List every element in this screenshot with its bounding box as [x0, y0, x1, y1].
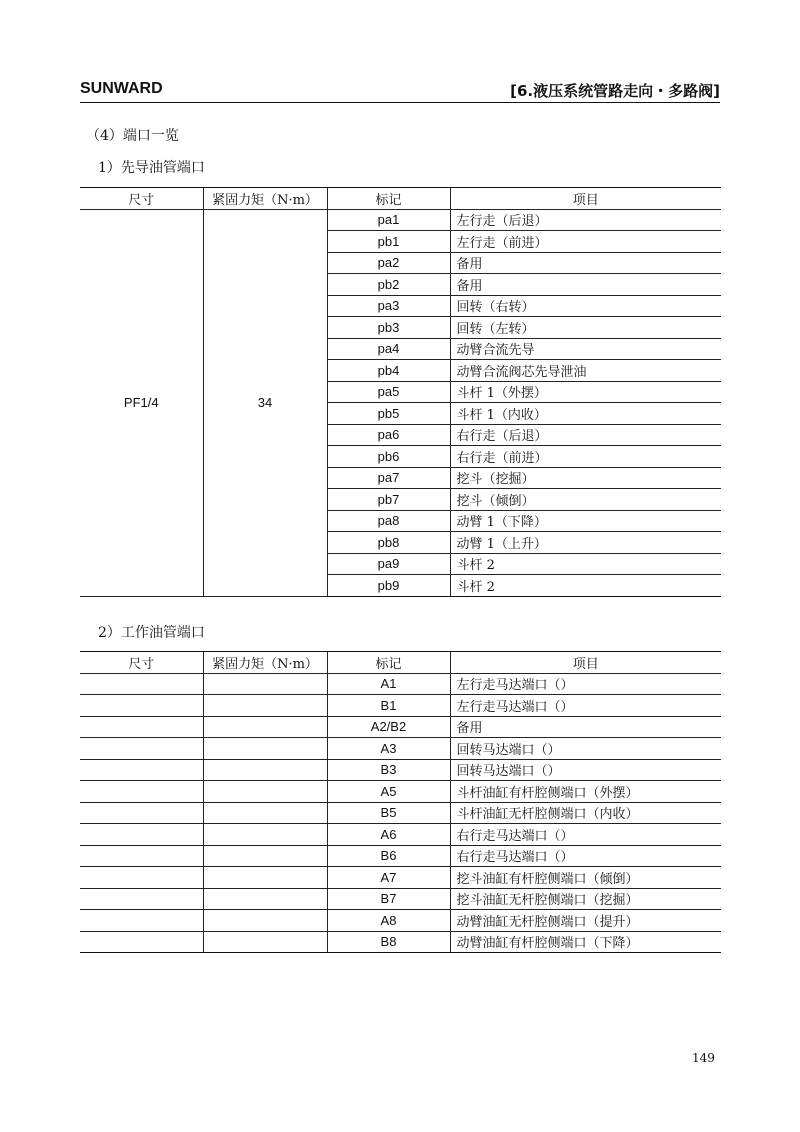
- torque-cell: [203, 716, 327, 738]
- column-header: 尺寸: [80, 188, 203, 210]
- table-row: [80, 867, 721, 889]
- port-mark-cell: pa8: [327, 510, 450, 532]
- port-mark-cell: pa7: [327, 467, 450, 489]
- port-item-cell: 动臂油缸无杆腔侧端口（提升）: [450, 910, 721, 932]
- port-item-cell: 左行走马达端口（）: [450, 695, 721, 717]
- table-row: [80, 888, 721, 910]
- port-item-cell: 斗杆 1（外摆）: [450, 381, 721, 403]
- port-item-cell: 左行走马达端口（）: [450, 673, 721, 695]
- port-item-cell: 回转马达端口（）: [450, 759, 721, 781]
- table-row: [80, 695, 721, 717]
- table-row: [80, 716, 721, 738]
- port-mark-cell: B5: [327, 802, 450, 824]
- port-item-cell: 右行走马达端口（）: [450, 824, 721, 846]
- port-item-cell: 备用: [450, 716, 721, 738]
- port-item-cell: 挖斗（倾倒）: [450, 489, 721, 511]
- port-mark-cell: pb5: [327, 403, 450, 425]
- port-size-cell: [80, 695, 203, 717]
- table-header-row: [80, 188, 721, 210]
- port-mark-cell: pa5: [327, 381, 450, 403]
- torque-cell: [203, 673, 327, 695]
- port-item-cell: 挖斗油缸有杆腔侧端口（倾倒）: [450, 867, 721, 889]
- table-row: [80, 910, 721, 932]
- port-size-cell: [80, 738, 203, 760]
- chapter-title: [6.液压系统管路走向・多路阀]: [510, 82, 720, 100]
- port-item-cell: 回转马达端口（）: [450, 738, 721, 760]
- column-header: 尺寸: [80, 652, 203, 674]
- port-item-cell: 右行走（后退）: [450, 424, 721, 446]
- port-item-cell: 动臂 1（下降）: [450, 510, 721, 532]
- port-item-cell: 备用: [450, 252, 721, 274]
- port-item-cell: 斗杆油缸有杆腔侧端口（外摆）: [450, 781, 721, 803]
- port-item-cell: 动臂油缸有杆腔侧端口（下降）: [450, 931, 721, 953]
- port-mark-cell: pa9: [327, 553, 450, 575]
- table-row: [80, 931, 721, 953]
- column-header: 项目: [450, 188, 721, 210]
- column-header: 紧固力矩（N·m）: [203, 652, 327, 674]
- port-item-cell: 备用: [450, 274, 721, 296]
- port-size-cell: [80, 845, 203, 867]
- port-item-cell: 动臂合流阀芯先导泄油: [450, 360, 721, 382]
- port-mark-cell: A5: [327, 781, 450, 803]
- torque-cell: [203, 759, 327, 781]
- port-size-cell: [80, 802, 203, 824]
- column-header: 标记: [327, 652, 450, 674]
- port-item-cell: 斗杆 1（内收）: [450, 403, 721, 425]
- table-row: [80, 759, 721, 781]
- port-mark-cell: pb8: [327, 532, 450, 554]
- torque-cell: [203, 910, 327, 932]
- port-mark-cell: pb1: [327, 231, 450, 253]
- port-mark-cell: A2/B2: [327, 716, 450, 738]
- torque-cell: [203, 695, 327, 717]
- port-item-cell: 斗杆油缸无杆腔侧端口（内收）: [450, 802, 721, 824]
- port-item-cell: 斗杆 2: [450, 575, 721, 597]
- port-mark-cell: pb7: [327, 489, 450, 511]
- table-row: [80, 802, 721, 824]
- section-title: （4）端口一览: [86, 128, 179, 144]
- torque-cell: [203, 867, 327, 889]
- port-item-cell: 斗杆 2: [450, 553, 721, 575]
- port-mark-cell: pb9: [327, 575, 450, 597]
- port-mark-cell: pb6: [327, 446, 450, 468]
- port-mark-cell: pb2: [327, 274, 450, 296]
- port-size-cell: [80, 931, 203, 953]
- table-row: [80, 209, 721, 231]
- port-mark-cell: A7: [327, 867, 450, 889]
- port-item-cell: 回转（左转）: [450, 317, 721, 339]
- torque-cell: [203, 931, 327, 953]
- table-header-row: [80, 652, 721, 674]
- port-mark-cell: B3: [327, 759, 450, 781]
- port-item-cell: 左行走（后退）: [450, 209, 721, 231]
- page-number: 149: [692, 1051, 715, 1065]
- pilot-port-table: [80, 187, 721, 597]
- port-size-cell: [80, 824, 203, 846]
- working-table-title: 2）工作油管端口: [98, 625, 205, 641]
- torque-cell: [203, 802, 327, 824]
- brand-name: SUNWARD: [80, 80, 163, 97]
- port-item-cell: 动臂 1（上升）: [450, 532, 721, 554]
- working-port-table: [80, 651, 721, 953]
- table-row: [80, 781, 721, 803]
- torque-cell: [203, 781, 327, 803]
- port-size-cell: [80, 867, 203, 889]
- torque-cell: [203, 888, 327, 910]
- port-size-cell: [80, 716, 203, 738]
- port-mark-cell: pb4: [327, 360, 450, 382]
- port-mark-cell: B7: [327, 888, 450, 910]
- port-size-cell: [80, 781, 203, 803]
- port-mark-cell: pa3: [327, 295, 450, 317]
- torque-cell: 34: [203, 209, 327, 596]
- table-row: [80, 824, 721, 846]
- torque-cell: [203, 845, 327, 867]
- port-mark-cell: B1: [327, 695, 450, 717]
- torque-cell: [203, 738, 327, 760]
- port-item-cell: 右行走马达端口（）: [450, 845, 721, 867]
- torque-cell: [203, 824, 327, 846]
- port-item-cell: 右行走（前进）: [450, 446, 721, 468]
- column-header: 紧固力矩（N·m）: [203, 188, 327, 210]
- port-item-cell: 动臂合流先导: [450, 338, 721, 360]
- port-size-cell: [80, 673, 203, 695]
- port-size-cell: [80, 888, 203, 910]
- port-mark-cell: A6: [327, 824, 450, 846]
- port-mark-cell: A3: [327, 738, 450, 760]
- port-mark-cell: A1: [327, 673, 450, 695]
- port-mark-cell: B8: [327, 931, 450, 953]
- port-size-cell: [80, 910, 203, 932]
- port-mark-cell: A8: [327, 910, 450, 932]
- port-mark-cell: B6: [327, 845, 450, 867]
- port-size-cell: PF1/4: [80, 209, 203, 596]
- column-header: 项目: [450, 652, 721, 674]
- port-item-cell: 挖斗（挖掘）: [450, 467, 721, 489]
- port-mark-cell: pa1: [327, 209, 450, 231]
- column-header: 标记: [327, 188, 450, 210]
- port-mark-cell: pa6: [327, 424, 450, 446]
- port-mark-cell: pa2: [327, 252, 450, 274]
- page-header: [80, 80, 720, 103]
- port-item-cell: 挖斗油缸无杆腔侧端口（挖掘）: [450, 888, 721, 910]
- port-mark-cell: pa4: [327, 338, 450, 360]
- table-row: [80, 738, 721, 760]
- table-row: [80, 845, 721, 867]
- port-size-cell: [80, 759, 203, 781]
- port-item-cell: 回转（右转）: [450, 295, 721, 317]
- pilot-table-title: 1）先导油管端口: [98, 160, 205, 176]
- port-item-cell: 左行走（前进）: [450, 231, 721, 253]
- port-mark-cell: pb3: [327, 317, 450, 339]
- table-row: [80, 673, 721, 695]
